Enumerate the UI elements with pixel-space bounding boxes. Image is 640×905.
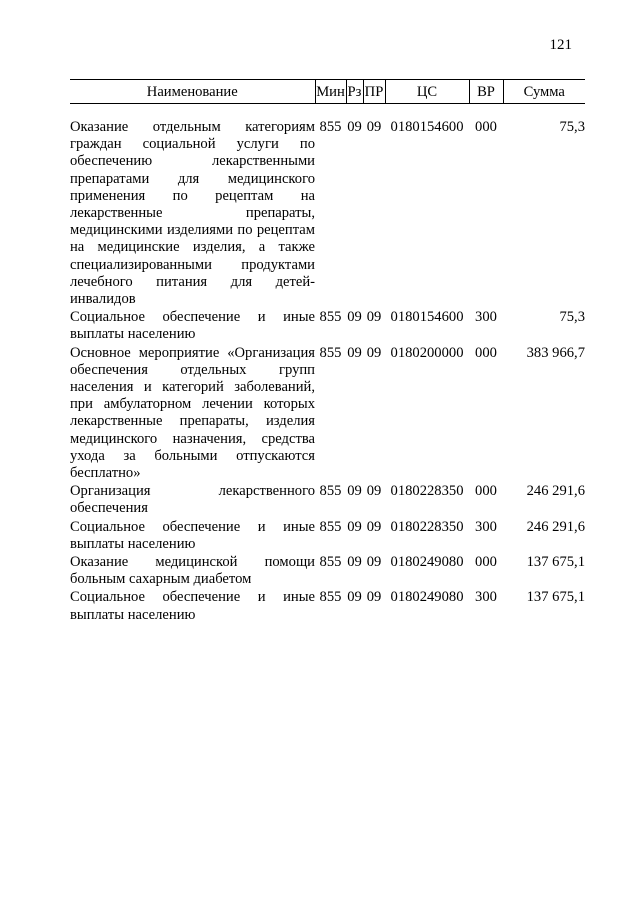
table-row: [70, 309, 585, 344]
cell-name: Социальное обеспечение и иные выплаты населению: [70, 309, 315, 343]
cell-cs: 0180154600: [390, 119, 464, 135]
cell-sum: 75,3: [559, 119, 585, 135]
cell-min: 855: [319, 119, 342, 135]
cell-rz: 09: [347, 518, 362, 535]
cell-min: 855: [319, 589, 342, 606]
header-vr: ВР: [469, 80, 503, 104]
table-row: [70, 119, 585, 309]
table-row: [70, 554, 585, 589]
cell-rz: 09: [347, 119, 362, 135]
cell-vr: 000: [475, 119, 497, 135]
cell-vr: 000: [475, 344, 497, 361]
header-min: Мин: [315, 80, 346, 104]
cell-pr: 09: [366, 119, 382, 135]
cell-name: Основное мероприятие «Организация обеспечения отдельных групп населения и категорий заболеваний, при амбулаторном лечении которых лекарственные препараты, изделия медицинского назначения, средства ухода за больными отпускаются бесплатно»: [70, 344, 315, 482]
cell-sum: 75,3: [559, 309, 585, 326]
page-number: 121: [549, 37, 572, 53]
cell-cs: 0180200000: [390, 344, 464, 361]
cell-sum: 246 291,6: [526, 518, 585, 535]
cell-min: 855: [319, 483, 342, 500]
cell-name: Социальное обеспечение и иные выплаты населению: [70, 589, 315, 623]
cell-pr: 09: [366, 344, 382, 361]
cell-sum: 137 675,1: [526, 554, 585, 571]
cell-sum: 246 291,6: [526, 483, 585, 500]
cell-min: 855: [319, 344, 342, 361]
cell-pr: 09: [366, 309, 382, 326]
cell-rz: 09: [347, 309, 362, 326]
cell-cs: 0180228350: [390, 518, 464, 535]
cell-vr: 300: [475, 589, 497, 606]
cell-pr: 09: [366, 589, 382, 606]
header-name: Наименование: [70, 80, 315, 104]
cell-rz: 09: [347, 554, 362, 571]
cell-vr: 300: [475, 518, 497, 535]
cell-vr: 000: [475, 483, 497, 500]
cell-sum: 137 675,1: [526, 589, 585, 606]
cell-min: 855: [319, 554, 342, 571]
header-pr: ПР: [363, 80, 385, 104]
table-header-row: [70, 80, 585, 104]
cell-cs: 0180228350: [390, 483, 464, 500]
cell-name: Социальное обеспечение и иные выплаты населению: [70, 518, 315, 552]
cell-vr: 300: [475, 309, 497, 326]
cell-cs: 0180154600: [390, 309, 464, 326]
cell-min: 855: [319, 309, 342, 326]
cell-vr: 000: [475, 554, 497, 571]
cell-name: Оказание медицинской помощи больным сахарным диабетом: [70, 554, 315, 588]
budget-table: [70, 79, 585, 625]
cell-rz: 09: [347, 344, 362, 361]
cell-name: Оказание отдельным категориям граждан социальной услуги по обеспечению лекарственными препаратами для медицинского применения по рецептам на лекарственные препараты, медицинскими изделиями по рецептам на медицинские изделия, а также специализированными продуктами лечебного питания для детей-инвалидов: [70, 119, 315, 308]
cell-sum: 383 966,7: [526, 344, 585, 361]
cell-pr: 09: [366, 554, 382, 571]
table-row: [70, 589, 585, 624]
cell-min: 855: [319, 518, 342, 535]
header-cs: ЦС: [385, 80, 469, 104]
table-row: [70, 519, 585, 554]
cell-name: Организация лекарственного обеспечения: [70, 483, 315, 517]
cell-cs: 0180249080: [390, 554, 464, 571]
cell-pr: 09: [366, 483, 382, 500]
cell-cs: 0180249080: [390, 589, 464, 606]
table-row: [70, 345, 585, 484]
cell-rz: 09: [347, 589, 362, 606]
cell-rz: 09: [347, 483, 362, 500]
header-sum: Сумма: [503, 80, 585, 104]
cell-pr: 09: [366, 518, 382, 535]
header-rz: Рз: [346, 80, 363, 104]
table-row: [70, 483, 585, 518]
